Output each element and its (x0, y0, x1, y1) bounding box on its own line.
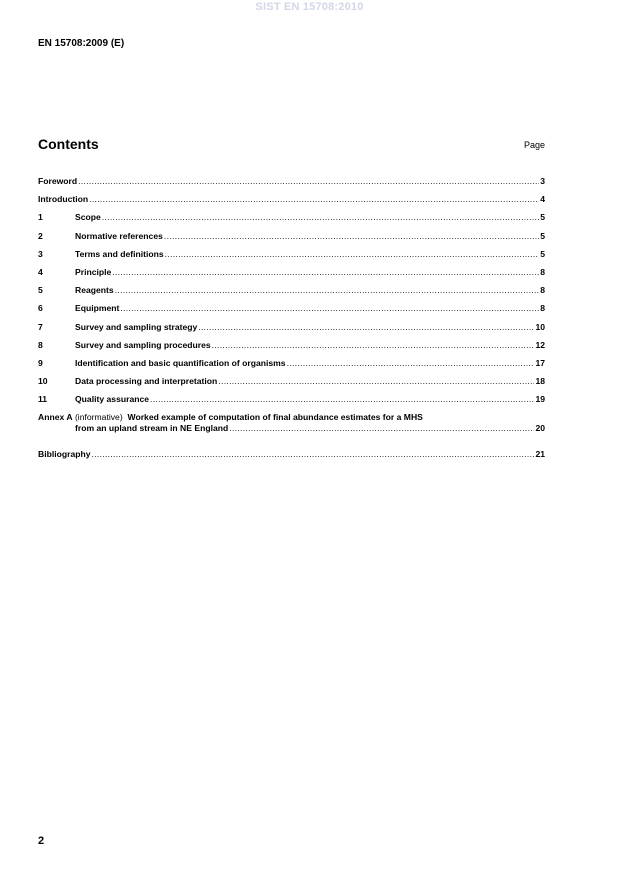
toc-number: 10 (38, 376, 48, 387)
toc-page: 4 (540, 194, 545, 205)
toc-title: Survey and sampling procedures (75, 339, 211, 350)
toc-number: 3 (38, 248, 43, 259)
toc-entry-6[interactable] (38, 302, 545, 320)
dot-leader (102, 211, 539, 223)
toc-number: 5 (38, 285, 43, 296)
toc-title: Reagents (75, 285, 114, 296)
toc-page: 8 (540, 266, 545, 277)
toc-entry-11[interactable] (38, 393, 545, 411)
toc-page: 5 (540, 248, 545, 259)
toc-title: Scope (75, 212, 101, 223)
dot-leader (112, 266, 539, 278)
table-of-contents (38, 175, 545, 467)
watermark: SIST EN 15708:2010 (255, 1, 364, 13)
dot-leader (120, 302, 539, 314)
toc-entry-foreword[interactable] (38, 175, 545, 193)
page-column-label: Page (523, 140, 545, 150)
toc-page: 3 (540, 176, 545, 186)
document-id: EN 15708:2009 (E) (38, 38, 125, 49)
toc-title: Foreword (38, 176, 78, 186)
toc-entry-annex-a[interactable] (38, 411, 545, 448)
toc-page: 5 (540, 230, 545, 241)
toc-page: 17 (535, 357, 545, 368)
toc-page: 21 (535, 449, 545, 460)
toc-title: Quality assurance (75, 394, 150, 405)
toc-number: 8 (38, 339, 43, 350)
annex-label: Annex A (38, 412, 73, 423)
toc-entry-introduction[interactable] (38, 193, 545, 211)
toc-entry-3[interactable] (38, 248, 545, 266)
dot-leader (89, 193, 539, 205)
dot-leader (287, 357, 535, 369)
toc-number: 7 (38, 321, 43, 332)
toc-title: Introduction (38, 194, 89, 205)
toc-title: Normative references (75, 230, 163, 241)
toc-number: 4 (38, 266, 43, 277)
toc-title: Principle (75, 266, 112, 277)
toc-title: Data processing and interpretation (75, 376, 218, 387)
toc-page: 10 (535, 321, 545, 332)
toc-number: 11 (38, 394, 48, 405)
dot-leader (212, 339, 535, 351)
toc-page: 8 (540, 285, 545, 296)
page-number: 2 (38, 835, 45, 847)
toc-title: Terms and definitions (75, 248, 164, 259)
dot-leader (229, 423, 534, 434)
toc-page: 5 (540, 212, 545, 223)
contents-heading: Contents (38, 136, 99, 152)
dot-leader (150, 393, 534, 405)
toc-number: 2 (38, 230, 43, 241)
dot-leader (78, 175, 539, 187)
toc-page: 20 (535, 423, 545, 434)
toc-entry-bibliography[interactable] (38, 448, 545, 466)
toc-entry-7[interactable] (38, 321, 545, 339)
toc-entry-4[interactable] (38, 266, 545, 284)
toc-number: 1 (38, 212, 43, 223)
toc-page: 18 (535, 376, 545, 387)
annex-title-line1: Worked example of computation of final abundance estimates for a MHS (127, 412, 423, 423)
dot-leader (92, 448, 535, 460)
toc-title: Survey and sampling strategy (75, 321, 198, 332)
toc-title: Bibliography (38, 449, 91, 460)
toc-entry-8[interactable] (38, 339, 545, 357)
dot-leader (198, 321, 534, 333)
toc-entry-9[interactable] (38, 357, 545, 375)
annex-title-line2: from an upland stream in NE England (75, 423, 229, 434)
toc-number: 6 (38, 303, 43, 314)
toc-title: Equipment (75, 303, 120, 314)
dot-leader (218, 375, 534, 387)
toc-title: Identification and basic quantification of organisms (75, 357, 286, 368)
dot-leader (115, 284, 540, 296)
toc-entry-10[interactable] (38, 375, 545, 393)
dot-leader (165, 248, 540, 260)
toc-page: 12 (535, 339, 545, 350)
annex-informative: (informative) (74, 412, 123, 423)
toc-entry-1[interactable] (38, 211, 545, 229)
dot-leader (164, 230, 539, 242)
toc-entry-2[interactable] (38, 230, 545, 248)
toc-entry-5[interactable] (38, 284, 545, 302)
toc-number: 9 (38, 357, 43, 368)
toc-page: 19 (535, 394, 545, 405)
toc-page: 8 (540, 303, 545, 314)
